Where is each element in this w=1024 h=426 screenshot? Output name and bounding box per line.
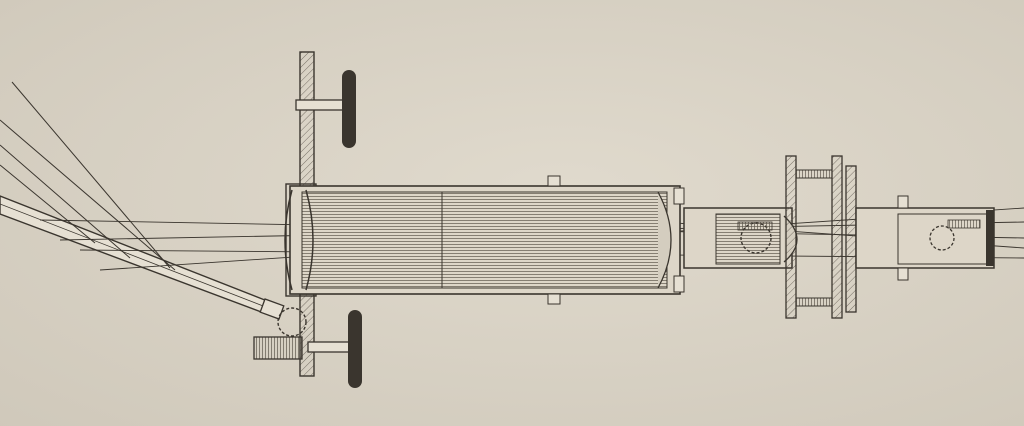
drawtube: [684, 208, 797, 268]
eyepiece: [856, 196, 994, 280]
main-tube: [285, 176, 684, 304]
